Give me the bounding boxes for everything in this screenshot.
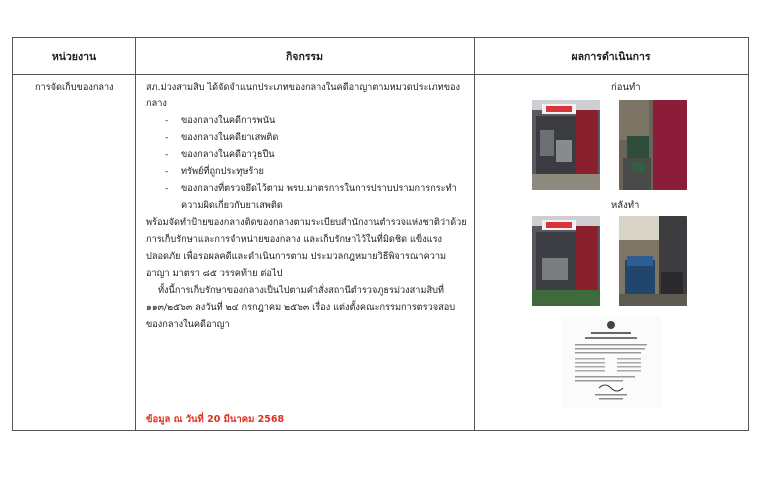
list-item-continuation: ความผิดเกี่ยวกับยาเสพติด bbox=[181, 200, 283, 211]
activity-table bbox=[12, 37, 749, 431]
list-item: - ของกลางในคดีอาวุธปืน bbox=[165, 149, 275, 160]
list-item: - ทรัพย์ที่ถูกประทุษร้าย bbox=[165, 166, 264, 177]
before-photo-storage-door bbox=[532, 100, 600, 190]
header-divider bbox=[13, 74, 748, 75]
after-photo-bins bbox=[619, 216, 687, 306]
header-activity: กิจกรรม bbox=[285, 50, 324, 63]
unit-cell: การจัดเก็บของกลาง bbox=[35, 82, 114, 93]
after-photo-storage-door bbox=[532, 216, 600, 306]
before-photo-room-interior bbox=[619, 100, 687, 190]
activity-line: ปลอดภัย เพื่อรอผลคดีและดำเนินการตาม ประมวลกฎหมายวิธีพิจารณาความ bbox=[146, 251, 447, 262]
after-label: หลังทำ bbox=[611, 200, 640, 211]
before-label: ก่อนทำ bbox=[611, 82, 641, 93]
activity-line: ของกลางในคดีอาญา bbox=[146, 319, 230, 330]
activity-line: อาญา มาตรา ๘๕ วรรคท้าย ต่อไป bbox=[146, 268, 283, 279]
column-divider bbox=[135, 38, 136, 430]
activity-line: การเก็บรักษาและการจำหน่ายของกลาง และเก็บรักษาไว้ในที่มิดชิด แข็งแรง bbox=[146, 234, 443, 245]
header-result: ผลการดำเนินการ bbox=[571, 50, 651, 63]
list-item: - ของกลางที่ตรวจยึดไว้ตาม พรบ.มาตรการในการปราบปรามการกระทำ bbox=[165, 183, 457, 194]
activity-line: ๑๑๓/๒๕๖๓ ลงวันที่ ๒๔ กรกฎาคม ๒๕๖๓ เรื่อง แต่งตั้งคณะกรรมการตรวจสอบ bbox=[146, 302, 456, 313]
appointment-order-document-thumbnail bbox=[561, 316, 661, 408]
data-date-note: ข้อมูล ณ วันที่ 20 มีนาคม 2568 bbox=[146, 414, 285, 425]
activity-line: สภ.ม่วงสามสิบ ได้จัดจำแนกประเภทของกลางในคดีอาญาตามหมวดประเภทของ bbox=[146, 82, 460, 93]
activity-line: ทั้งนี้การเก็บรักษาของกลางเป็นไปตามคำสั่งสถานีตำรวจภูธรม่วงสามสิบที่ bbox=[158, 285, 444, 296]
list-item: - ของกลางในคดียาเสพติด bbox=[165, 132, 279, 143]
column-divider bbox=[474, 38, 475, 430]
activity-line: กลาง bbox=[146, 98, 167, 109]
list-item: - ของกลางในคดีการพนัน bbox=[165, 115, 276, 126]
activity-line: พร้อมจัดทำป้ายของกลางติดของกลางตามระเบียบสำนักงานตำรวจแห่งชาติว่าด้วย bbox=[146, 217, 467, 228]
header-unit: หน่วยงาน bbox=[51, 50, 97, 63]
